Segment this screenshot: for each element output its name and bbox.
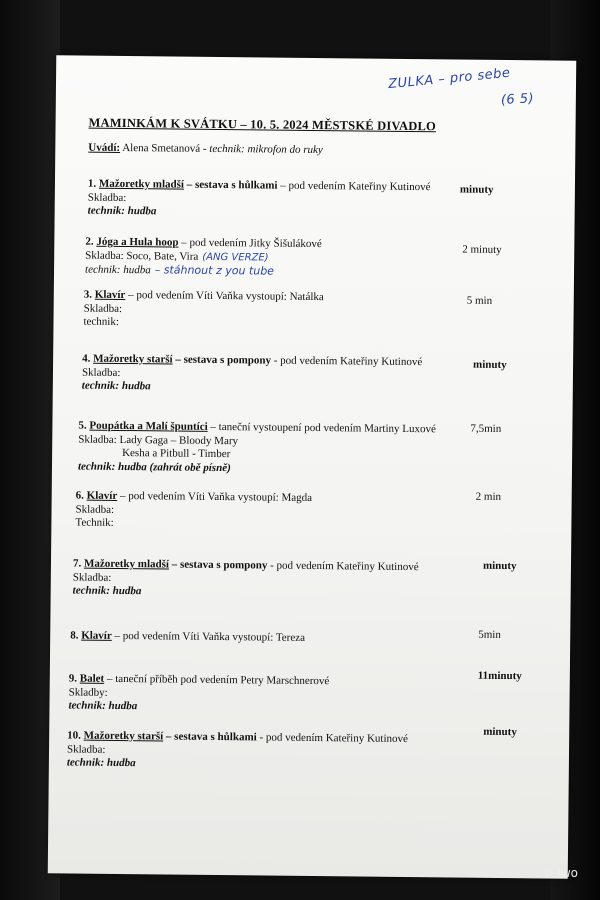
item-name: Balet <box>79 672 105 685</box>
item-technik: technik: hudba (zahrát obě písně) <box>77 460 231 474</box>
host-line <box>88 142 323 156</box>
item-name: Mažoretky mladší <box>83 557 170 571</box>
item-duration-3: 5 min <box>466 294 493 307</box>
item-skladba: Skladba: <box>72 571 112 584</box>
item-duration-6: 2 min <box>475 490 502 503</box>
item-technik: technik: hudba <box>87 204 157 218</box>
item-technik: technik: hudba <box>72 584 142 598</box>
program-item-4 <box>82 353 423 397</box>
program-item-7 <box>73 558 419 602</box>
item-skladba: Skladba: <box>75 503 115 516</box>
item-number: 7. <box>72 557 82 570</box>
item-routine: – sestava s hůlkami <box>163 730 257 744</box>
item-routine: – sestava s hůlkami <box>183 178 278 192</box>
item-duration-9: 11minuty <box>477 669 522 683</box>
program-item-1 <box>88 178 431 222</box>
item-number: 8. <box>70 629 79 642</box>
program-item-9 <box>68 672 329 715</box>
item-duration-1: minuty <box>459 183 494 196</box>
item-duration-4: minuty <box>473 358 507 372</box>
item-number: 5. <box>78 419 87 432</box>
item-name: Klavír <box>81 629 112 642</box>
item-skladba: Skladba: <box>87 191 127 204</box>
item-skladba: Skladba: Soco, Bate, Vira <box>85 249 199 263</box>
item-name: Mažoretky starší <box>93 352 173 366</box>
item-technik: technik: hudba <box>68 699 138 713</box>
item-name: Klavír <box>86 489 118 502</box>
item-number: 3. <box>83 288 93 301</box>
item-description: – taneční vystoupení pod vedením Martiny Luxové <box>207 420 436 436</box>
document-title: MAMINKÁM K SVÁTKU – 10. 5. 2024 MĚSTSKÉ DIVADLO <box>88 115 437 134</box>
item-duration-2: 2 minuty <box>462 243 502 256</box>
item-name: Poupátka a Malí špuntíci <box>89 419 208 433</box>
program-item-2 <box>85 236 322 280</box>
handwritten-download-note: – stáhnout z you tube <box>154 263 275 278</box>
item-description: - pod vedením Kateřiny Kutinové <box>256 731 409 746</box>
program-item-3 <box>83 289 323 332</box>
copyright-watermark: © Iwo <box>541 866 578 880</box>
item-description: – pod vedením Víti Vaňka vystoupí: Tereza <box>111 629 306 644</box>
item-number: 1. <box>87 177 97 190</box>
item-name: Klavír <box>94 288 126 302</box>
item-description: – pod vedením Kateřiny Kutinové <box>277 179 431 194</box>
item-routine: – sestava s pompony <box>168 558 268 572</box>
item-description: – pod vedením Jitky Šišulákové <box>178 236 322 251</box>
item-duration-8: 5min <box>478 628 501 641</box>
host-label: Uvádí: <box>88 141 121 154</box>
item-number: 10. <box>67 729 81 742</box>
item-number: 2. <box>85 235 94 248</box>
item-skladba: Skladba: <box>81 366 121 379</box>
item-name: Mažoretky mladší <box>98 177 185 191</box>
item-duration-7: minuty <box>482 559 517 573</box>
host-name: Alena Smetanová - <box>120 141 210 155</box>
host-technik: technik: mikrofon do ruky <box>209 142 323 157</box>
item-description: – pod vedením Víti Vaňka vystoupí: Natálka <box>125 289 324 304</box>
program-item-6 <box>75 490 312 533</box>
paper-sheet <box>48 55 577 878</box>
program-item-8 <box>70 629 305 645</box>
item-name: Jóga a Hula hoop <box>96 235 179 249</box>
item-skladba-2: Kesha a Pitbull - Timber <box>122 447 231 461</box>
item-description: – taneční příběh pod vedením Petry Marschnerové <box>104 672 330 688</box>
item-description: - pod vedením Kateřiny Kutinové <box>267 559 419 574</box>
item-name: Mažoretky starší <box>83 729 164 743</box>
item-skladba: Skladba: Lady Gaga – Bloody Mary <box>78 433 239 447</box>
item-number: 4. <box>82 352 91 365</box>
item-skladba: Skladba: <box>83 302 123 315</box>
item-technik: technik: hudba <box>81 379 151 393</box>
handwritten-note-count: (6 5) <box>500 91 535 109</box>
handwritten-note: ZULKA – pro sebe <box>387 65 512 93</box>
item-skladba: Skladba: <box>66 742 106 756</box>
item-skladba: Skladby: <box>68 685 108 699</box>
item-description: - pod vedením Kateřiny Kutinové <box>270 354 423 369</box>
program-item-5 <box>78 420 436 478</box>
item-number: 9. <box>68 672 78 685</box>
item-technik: Technik: <box>75 516 114 529</box>
item-technik: technik: <box>83 315 120 328</box>
item-description: – pod vedením Víti Vaňka vystoupí: Magda <box>117 489 313 505</box>
item-number: 6. <box>75 489 85 502</box>
item-routine: – sestava s pompony <box>172 353 272 367</box>
item-duration-5: 7,5min <box>470 422 502 435</box>
item-technik: technik: hudba <box>66 756 136 770</box>
handwritten-version-note: (ANG VERZE) <box>202 251 269 264</box>
program-item-10 <box>67 729 408 773</box>
item-duration-10: minuty <box>483 725 517 739</box>
item-technik: technik: hudba <box>84 263 151 277</box>
